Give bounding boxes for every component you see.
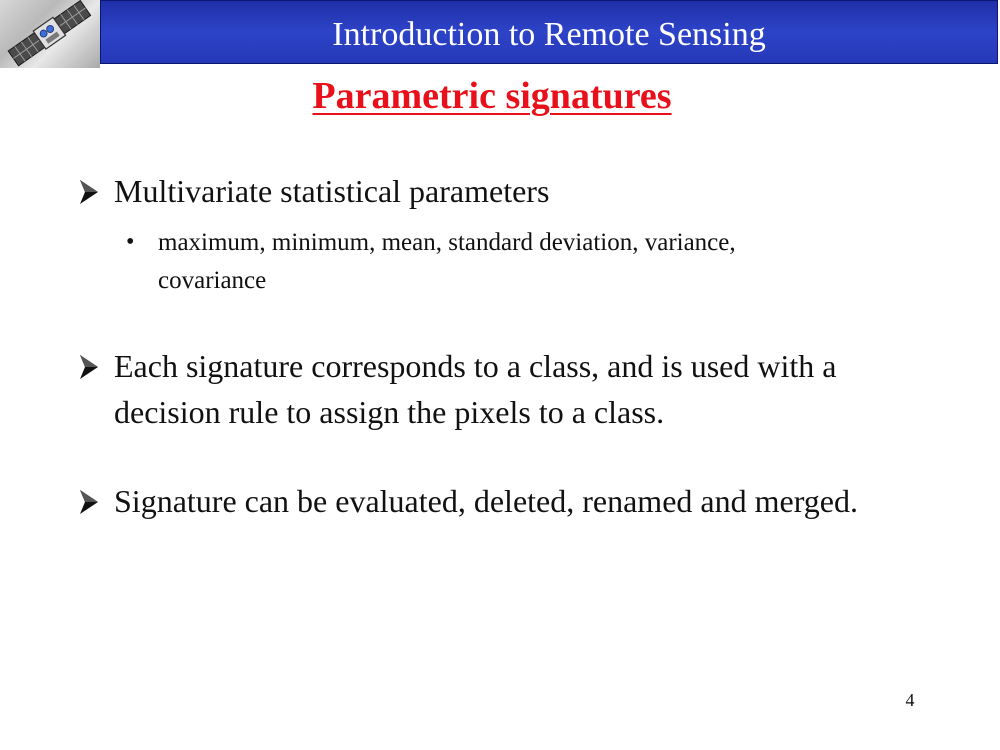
bullet-text: Each signature corresponds to a class, and is used with a decision rule to assign the pixels to a class. xyxy=(114,348,837,430)
dot-bullet-icon: • xyxy=(126,229,135,255)
bullet-item xyxy=(76,343,916,439)
arrow-bullet-icon xyxy=(76,178,102,206)
page-number: 4 xyxy=(905,690,915,710)
bullet-item xyxy=(76,168,916,218)
header-title: Introduction to Remote Sensing xyxy=(332,16,766,53)
satellite-icon xyxy=(0,0,100,68)
arrow-bullet-icon xyxy=(76,488,102,516)
slide-title: Parametric signatures xyxy=(312,75,672,117)
bullet-text: Signature can be evaluated, deleted, renamed and merged. xyxy=(114,483,858,519)
sub-bullet-text: maximum, minimum, mean, standard deviation, variance, covariance xyxy=(158,229,736,294)
bullet-text: Multivariate statistical parameters xyxy=(114,173,550,209)
header-bar xyxy=(100,0,998,64)
arrow-bullet-icon xyxy=(76,353,102,381)
bullet-item xyxy=(76,478,916,574)
satellite-logo xyxy=(0,0,100,68)
